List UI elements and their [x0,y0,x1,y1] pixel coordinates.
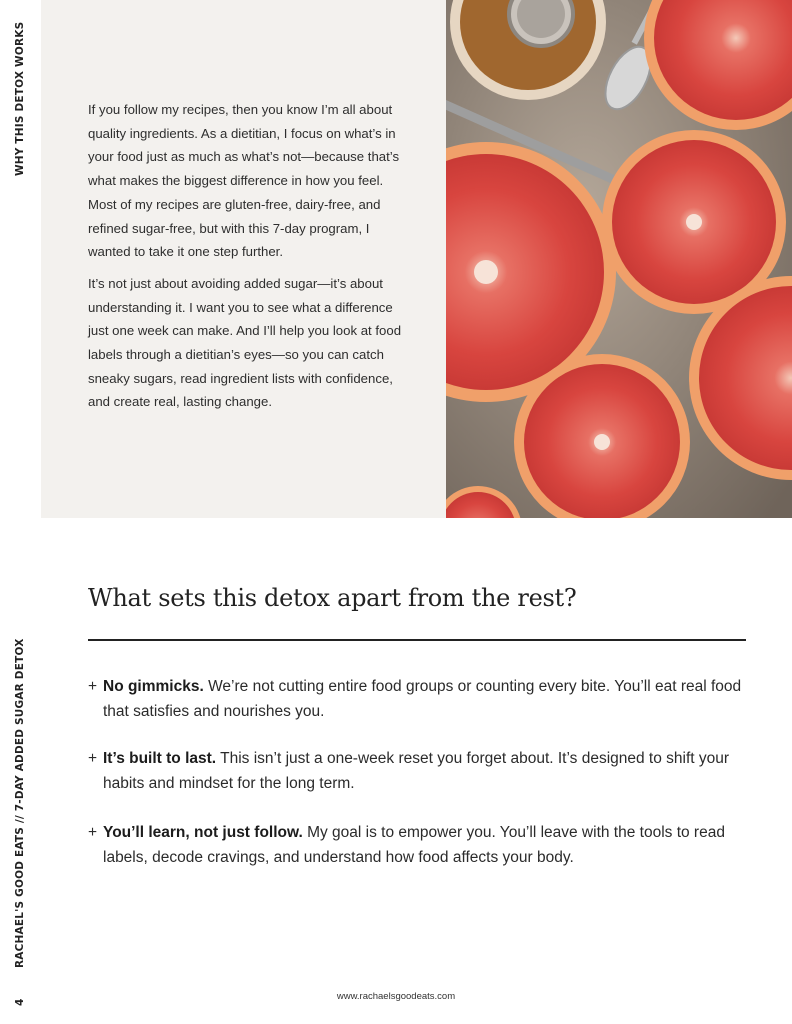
point-title: You’ll learn, not just follow. [103,824,303,841]
intro-paragraph-2: It’s not just about avoiding added sugar—it’s about understanding it. I want you to see what a difference just one week can make. And I’ll help you look at food labels through a dietitian’s eyes—so you can catch sneaky sugars, read ingredient lists with confidence, and create real, lasting change. [88,275,402,410]
intro-text [88,98,408,422]
plus-icon: + [88,824,98,841]
footer-url[interactable]: www.rachaelsgoodeats.com [336,991,456,1002]
point-text: This isn’t just a one-week reset you forget about. It’s designed to shift your habits and mindset for the long term. [103,750,730,792]
list-item [88,820,748,870]
section-side-label: WHY THIS DETOX WORKS [14,21,26,176]
list-item [88,746,748,796]
plus-icon: + [88,678,98,695]
point-title: No gimmicks. [103,678,204,695]
intro-paragraph-1: If you follow my recipes, then you know I’m all about quality ingredients. As a dietitian, I focus on what’s in your food just as much as what’s not—because that’s what makes the biggest difference in how you feel. Most of my recipes are gluten-free, dairy-free, and refined sugar-free, but with this 7-day program, I wanted to take it one step further. [88,102,400,260]
grapefruit-photo [446,0,792,518]
plus-icon: + [88,750,98,767]
point-text: We’re not cutting entire food groups or counting every bite. You’ll eat real food that satisfies and nourishes you. [103,678,742,720]
book-side-label: RACHAEL'S GOOD EATS // 7-DAY ADDED SUGAR DETOX [14,638,26,968]
point-title: It’s built to last. [103,750,217,767]
section-heading: What sets this detox apart from the rest? [88,584,577,612]
list-item [88,674,748,724]
point-text: My goal is to empower you. You’ll leave with the tools to read labels, decode cravings, and understand how food affects your body. [103,824,725,866]
heading-divider [88,639,746,641]
page-number: 4 [14,998,26,1006]
grapefruit-halves-icon [446,0,792,518]
